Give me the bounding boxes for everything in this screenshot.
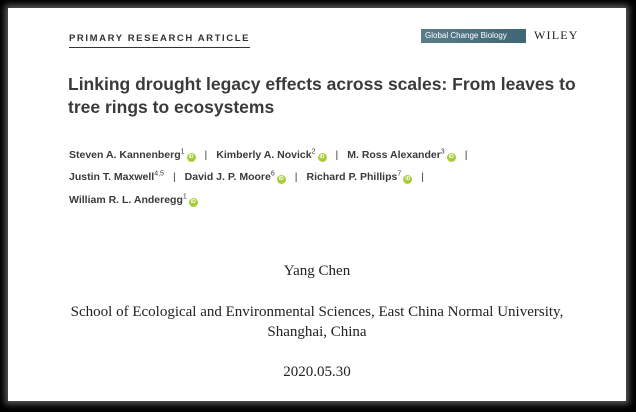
author-name: William R. L. Anderegg <box>69 193 183 206</box>
author-line <box>69 165 589 188</box>
author-affiliation-mark: 6 <box>270 170 275 178</box>
author-affiliation-mark: 4,5 <box>154 170 164 178</box>
author <box>69 171 164 183</box>
author <box>306 171 412 183</box>
author-name: Kimberly A. Novick <box>216 148 312 161</box>
orcid-icon[interactable]: iD <box>405 176 411 182</box>
author-separator: | <box>204 148 208 161</box>
orcid-icon[interactable]: iD <box>319 153 325 160</box>
journal-badge: Global Change Biology <box>421 29 526 43</box>
author-affiliation-mark: 3 <box>440 148 445 155</box>
author-affiliation-mark: 2 <box>311 148 316 155</box>
author-affiliation-mark: 7 <box>397 170 402 178</box>
author-affiliation-mark: 1 <box>180 148 185 155</box>
author-list <box>69 142 589 210</box>
orcid-icon[interactable]: iD <box>190 198 196 205</box>
author-affiliation-mark: 1 <box>182 193 187 200</box>
author-line <box>69 142 589 165</box>
author-separator: | <box>421 171 424 183</box>
publisher-logo: WILEY <box>534 28 579 42</box>
orcid-icon[interactable]: iD <box>278 176 284 182</box>
presenter-name: Yang Chen <box>283 263 351 279</box>
author-name: David J. P. Moore <box>184 171 271 183</box>
author-separator: | <box>464 148 468 161</box>
author <box>185 171 286 183</box>
presentation-date: 2020.05.30 <box>283 364 351 380</box>
orcid-icon[interactable]: iD <box>188 153 194 160</box>
author-separator: | <box>172 171 176 183</box>
author <box>69 149 196 161</box>
author-separator: | <box>294 171 298 183</box>
author-name: Richard P. Phillips <box>306 171 398 183</box>
author-line <box>69 187 589 210</box>
author <box>69 194 198 206</box>
author-separator: | <box>335 148 339 161</box>
slide <box>8 8 626 401</box>
author-name: Justin T. Maxwell <box>69 171 155 183</box>
author-name: Steven A. Kannenberg <box>69 148 181 161</box>
author-name: M. Ross Alexander <box>347 148 441 161</box>
article-type-label: PRIMARY RESEARCH ARTICLE <box>69 33 250 48</box>
paper-title: Linking drought legacy effects across scales: From leaves to tree rings to ecosystems <box>68 74 576 117</box>
presenter-affiliation: School of Ecological and Environmental Sciences, East China Normal University, Shanghai, China <box>70 304 564 340</box>
author <box>347 149 455 161</box>
orcid-icon[interactable]: iD <box>448 153 454 160</box>
author <box>216 149 326 161</box>
